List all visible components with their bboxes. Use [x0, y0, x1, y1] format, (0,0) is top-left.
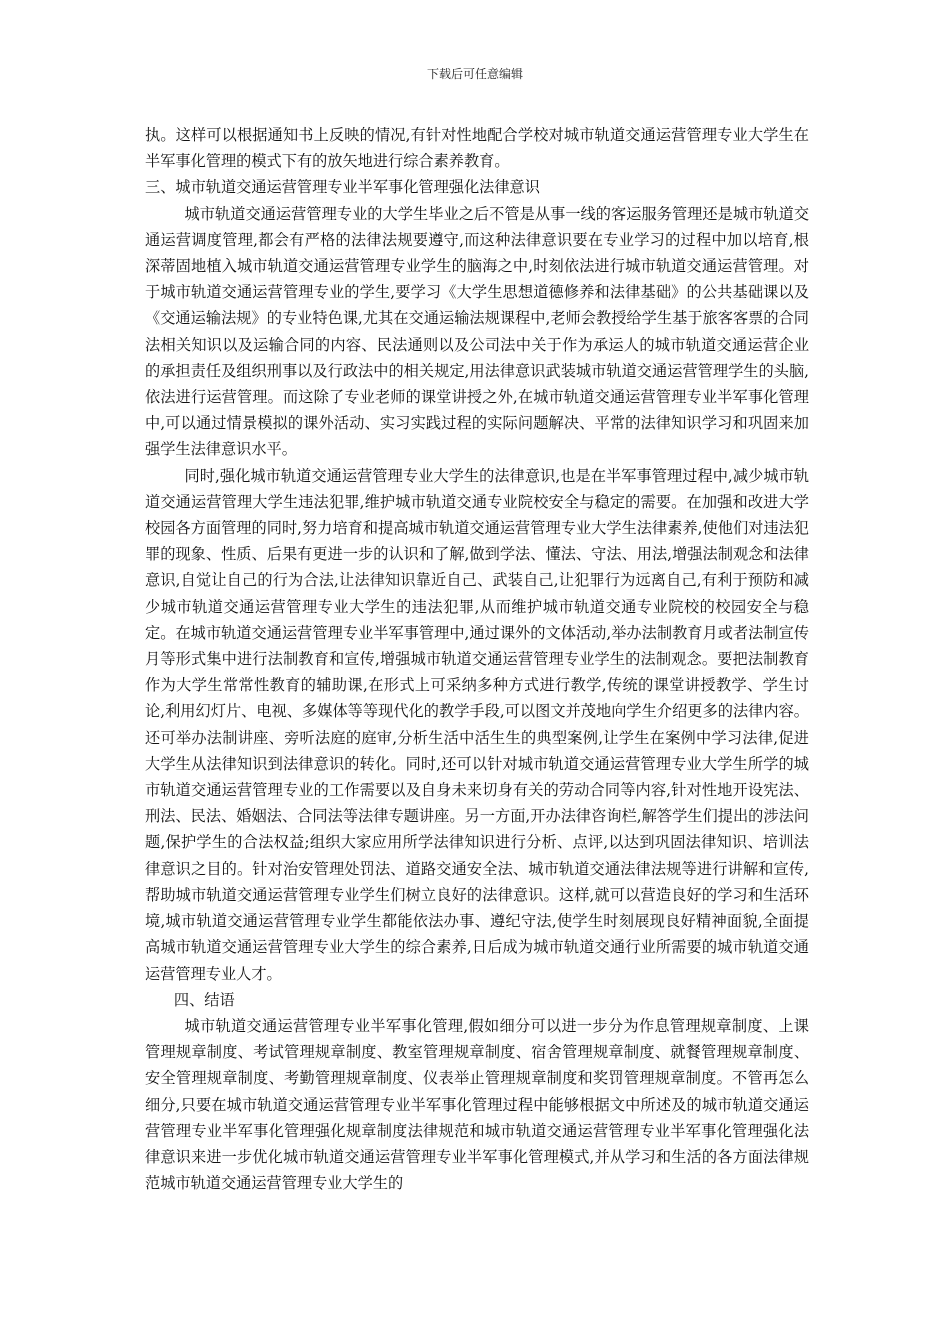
paragraph-continuation: 执。这样可以根据通知书上反映的情况,有针对性地配合学校对城市轨道交通运营管理专业大学生在半军事化管理的模式下有的放矢地进行综合素养教育。 [145, 126, 809, 171]
document-body [145, 122, 809, 1196]
paragraph: 同时,强化城市轨道交通运营管理专业大学生的法律意识,也是在半军事管理过程中,减少城市轨道交通运营管理大学生违法犯罪,维护城市轨道交通专业院校安全与稳定的需要。在加强和改进大学校园各方面管理的同时,努力培育和提高城市轨道交通运营管理专业大学生法律素养,使他们对违法犯罪的现象、性质、后果有更进一步的认识和了解,做到学法、懂法、守法、用法,增强法制观念和法律意识,自觉让自己的行为合法,让法律知识靠近自己、武装自己,让犯罪行为远离自己,有利于预防和减少城市轨道交通运营管理专业大学生的违法犯罪,从而维护城市轨道交通专业院校的校园安全与稳定。在城市轨道交通运营管理专业半军事管理中,通过课外的文体活动,举办法制教育月或者法制宣传月等形式集中进行法制教育和宣传,增强城市轨道交通运营管理专业学生的法制观念。要把法制教育作为大学生常常性教育的辅助课,在形式上可采纳多种方式进行教学,传统的课堂讲授教学、学生讨论,利用幻灯片、电视、多媒体等等现代化的教学手段,可以图文并茂地向学生介绍更多的法律内容。还可举办法制讲座、旁听法庭的庭审,分析生活中活生生的典型案例,让学生在案例中学习法律,促进大学生从法律知识到法律意识的转化。同时,还可以针对城市轨道交通运营管理专业大学生所学的城市轨道交通运营管理专业的工作需要以及自身未来切身有关的劳动合同等内容,针对性地开设宪法、刑法、民法、婚姻法、合同法等法律专题讲座。另一方面,开办法律咨询栏,解答学生们提出的涉法问题,保护学生的合法权益;组织大家应用所学法律知识进行分析、点评,以达到巩固法律知识、培训法律意识之目的。针对治安管理处罚法、道路交通安全法、城市轨道交通法律法规等进行讲解和宣传,帮助城市轨道交通运营管理专业学生们树立良好的法律意识。这样,就可以营造良好的学习和生活环境,城市轨道交通运营管理专业学生都能依法办事、遵纪守法,使学生时刻展现良好精神面貌,全面提高城市轨道交通运营管理专业大学生的综合素养,日后成为城市轨道交通行业所需要的城市轨道交通运营管理专业人才。 [145, 466, 809, 983]
paragraph: 城市轨道交通运营管理专业半军事化管理,假如细分可以进一步分为作息管理规章制度、上课管理规章制度、考试管理规章制度、教室管理规章制度、宿舍管理规章制度、就餐管理规章制度、安全管理规章制度、考勤管理规章制度、仪表举止管理规章制度和奖罚管理规章制度。不管再怎么细分,只要在城市轨道交通运营管理专业半军事化管理过程中能够根据文中所述及的城市轨道交通运营管理专业半军事化管理强化规章制度法律规范和城市轨道交通运营管理专业半军事化管理强化法律意识来进一步优化城市轨道交通运营管理专业半军事化管理模式,并从学习和生活的各方面法律规范城市轨道交通运营管理专业大学生的 [145, 1016, 809, 1193]
section-heading-3: 三、城市轨道交通运营管理专业半军事化管理强化法律意识 [145, 178, 540, 197]
section-heading-4: 四、结语 [173, 990, 235, 1009]
page-header: 下载后可任意编辑 [426, 67, 523, 81]
paragraph: 城市轨道交通运营管理专业的大学生毕业之后不管是从事一线的客运服务管理还是城市轨道交通运营调度管理,都会有严格的法律法规要遵守,而这种法律意识要在专业学习的过程中加以培育,根深蒂固地植入城市轨道交通运营管理专业学生的脑海之中,时刻依法进行城市轨道交通运营管理。对于城市轨道交通运营管理专业的学生,要学习《大学生思想道德修养和法律基础》的公共基础课以及《交通运输法规》的专业特色课,尤其在交通运输法规课程中,老师会教授给学生基于旅客客票的合同法相关知识以及运输合同的内容、民法通则以及公司法中关于作为承运人的城市轨道交通运营企业的承担责任及组织刑事以及行政法中的相关规定,用法律意识武装城市轨道交通运营管理学生的头脑,依法进行运营管理。而这除了专业老师的课堂讲授之外,在城市轨道交通运营管理专业半军事化管理中,可以通过情景模拟的课外活动、实习实践过程的实际问题解决、平常的法律知识学习和巩固来加强学生法律意识水平。 [145, 204, 809, 459]
